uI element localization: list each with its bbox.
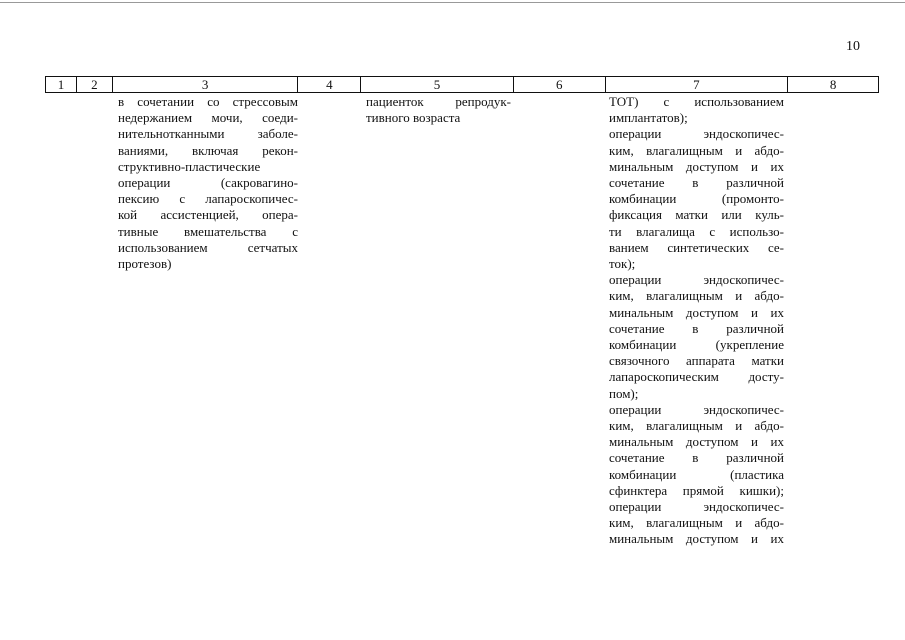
text-line: структивно-пластические [118,158,261,174]
text-line: операции эндоскопичес- [609,126,784,142]
text-line: ким, влагалищным и абдо- [609,515,784,531]
text-line: операции эндоскопичес- [609,499,784,515]
scan-border-line [0,2,905,3]
column-7-text [609,94,784,548]
text-line: пом); [609,385,639,401]
header-col-8: 8 [829,77,837,92]
text-line: ким, влагалищным и абдо- [609,418,784,434]
text-line: лапароскопическим досту- [609,369,784,385]
text-line: тивного возраста [366,110,461,126]
header-col-7: 7 [606,77,789,92]
text-line: ванием синтетических се- [609,239,784,255]
text-line: сочетание в различной [609,320,784,336]
text-line: пексию с лапароскопичес- [118,191,298,207]
text-line: сфинктера прямой кишки); [609,482,784,498]
text-line: тивные вмешательства с [118,223,298,239]
text-line: операции эндоскопичес- [609,272,784,288]
text-line: минальным доступом и их [609,158,784,174]
text-line: минальным доступом и их [609,434,784,450]
text-line: фиксация матки или куль- [609,207,784,223]
text-line: ток); [609,256,636,272]
text-line: связочного аппарата матки [609,353,784,369]
text-line: сочетание в различной [609,175,784,191]
text-line: использованием сетчатых [118,239,298,255]
text-line: ваниями, включая рекон- [118,142,298,158]
text-line: минальным доступом и их [609,304,784,320]
text-line: минальным доступом и их [609,531,784,547]
text-line: пациенток репродук- [366,94,511,109]
text-line: ким, влагалищным и абдо- [609,288,784,304]
text-line: операции эндоскопичес- [609,401,784,417]
text-line: ти влагалища с использо- [609,223,784,239]
header-col-6: 6 [514,77,606,92]
text-line: комбинации (промонто- [609,191,784,207]
text-line: имплантатов); [609,110,688,126]
text-line: сочетание в различной [609,450,784,466]
text-line: комбинации (пластика [609,466,784,482]
header-col-5: 5 [361,77,514,92]
table-header-row [45,76,879,93]
text-line: ТОТ) с использованием [609,94,784,109]
text-line: ким, влагалищным и абдо- [609,142,784,158]
column-3-text [118,94,298,272]
text-line: протезов) [118,256,172,272]
text-line: нительнотканными заболе- [118,126,298,142]
column-5-text [366,94,511,126]
header-col-4: 4 [298,77,361,92]
text-line: операции (сакровагино- [118,175,298,191]
page-number: 10 [846,39,860,54]
text-line: в сочетании со стрессовым [118,94,298,109]
header-col-1: 1 [46,77,77,92]
header-col-2: 2 [77,77,113,92]
text-line: кой ассистенцией, опера- [118,207,298,223]
header-col-3: 3 [113,77,299,92]
text-line: комбинации (укрепление [609,337,784,353]
text-line: недержанием мочи, соеди- [118,110,298,126]
